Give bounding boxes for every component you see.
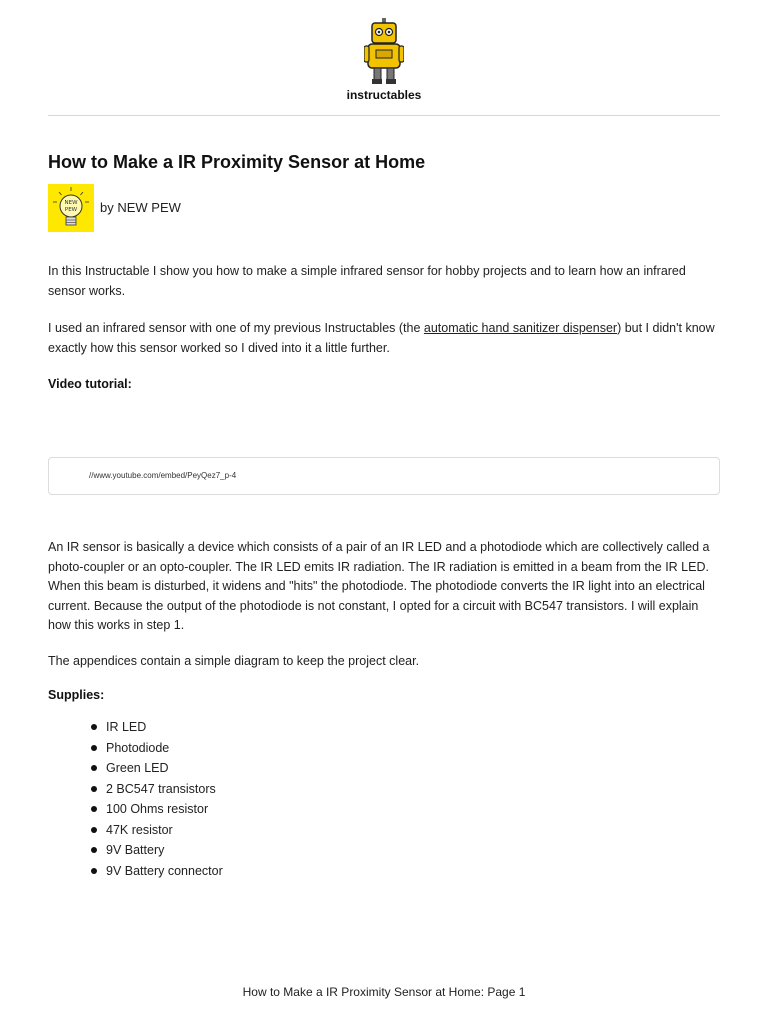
supply-label: 47K resistor <box>106 822 173 837</box>
author-avatar-lightbulb-icon[interactable] <box>48 184 94 232</box>
site-header <box>48 0 720 116</box>
supplies-heading: Supplies: <box>48 688 105 702</box>
author-byline[interactable]: by NEW PEW <box>100 200 181 215</box>
bullet-icon <box>91 765 97 771</box>
intro-paragraph: In this Instructable I show you how to make a simple infrared sensor for hobby projects and to learn how an infrared sensor works. <box>48 264 686 298</box>
bullet-icon <box>91 786 97 792</box>
bullet-icon <box>91 868 97 874</box>
bullet-icon <box>91 827 97 833</box>
supply-label: 100 Ohms resistor <box>106 802 209 816</box>
video-embed[interactable] <box>48 457 720 495</box>
supply-label: Photodiode <box>106 740 170 755</box>
appendices-paragraph: The appendices contain a simple diagram to keep the project clear. <box>48 654 420 668</box>
page-footer: How to Make a IR Proximity Sensor at Home: Page 1 <box>242 985 526 999</box>
instructables-robot-logo[interactable] <box>364 18 404 86</box>
list-item <box>88 717 223 738</box>
brand-name[interactable]: instructables <box>346 88 422 102</box>
list-item <box>88 738 223 759</box>
list-item <box>88 820 223 841</box>
supply-label: Green LED <box>106 761 169 775</box>
supply-label: 9V Battery connector <box>106 863 223 878</box>
bullet-icon <box>91 847 97 853</box>
paragraph-text-after-link: ) but I didn't know exactly how this sensor worked so I dived into it a little further. <box>48 321 715 355</box>
avatar-text-line-1: NEW <box>64 200 78 206</box>
list-item <box>88 861 223 882</box>
list-item <box>88 779 223 800</box>
list-item <box>88 799 223 820</box>
list-item <box>88 840 223 861</box>
supplies-list <box>88 717 223 881</box>
bullet-icon <box>91 745 97 751</box>
ir-sensor-explanation-paragraph: An IR sensor is basically a device which consists of a pair of an IR LED and a photodiode which are collectively called a photo-coupler or an opto-coupler. The IR LED emits IR radiation. The IR radiation is emitted in a beam from the IR LED. When this beam is disturbed, it widens and "hits" the photodiode. The photodiode converts the IR light into an electrical current. Because the output of the photodiode is not constant, I opted for a circuit with BC547 transistors. I will explain how this works in step 1. <box>48 540 710 632</box>
video-tutorial-heading: Video tutorial: <box>48 377 132 391</box>
bullet-icon <box>91 724 97 730</box>
page-title: How to Make a IR Proximity Sensor at Home <box>48 152 426 172</box>
supply-label: IR LED <box>106 720 147 734</box>
previous-project-paragraph <box>48 319 724 358</box>
hand-sanitizer-link[interactable]: automatic hand sanitizer dispenser <box>423 321 618 335</box>
avatar-text-line-2: PEW <box>64 207 78 213</box>
supply-label: 2 BC547 transistors <box>106 781 216 796</box>
list-item <box>88 758 223 779</box>
paragraph-text-before-link: I used an infrared sensor with one of my previous Instructables (the <box>48 321 424 335</box>
embed-url[interactable]: //www.youtube.com/embed/PeyQez7_p-4 <box>89 471 237 480</box>
supply-label: 9V Battery <box>106 843 165 857</box>
bullet-icon <box>91 806 97 812</box>
